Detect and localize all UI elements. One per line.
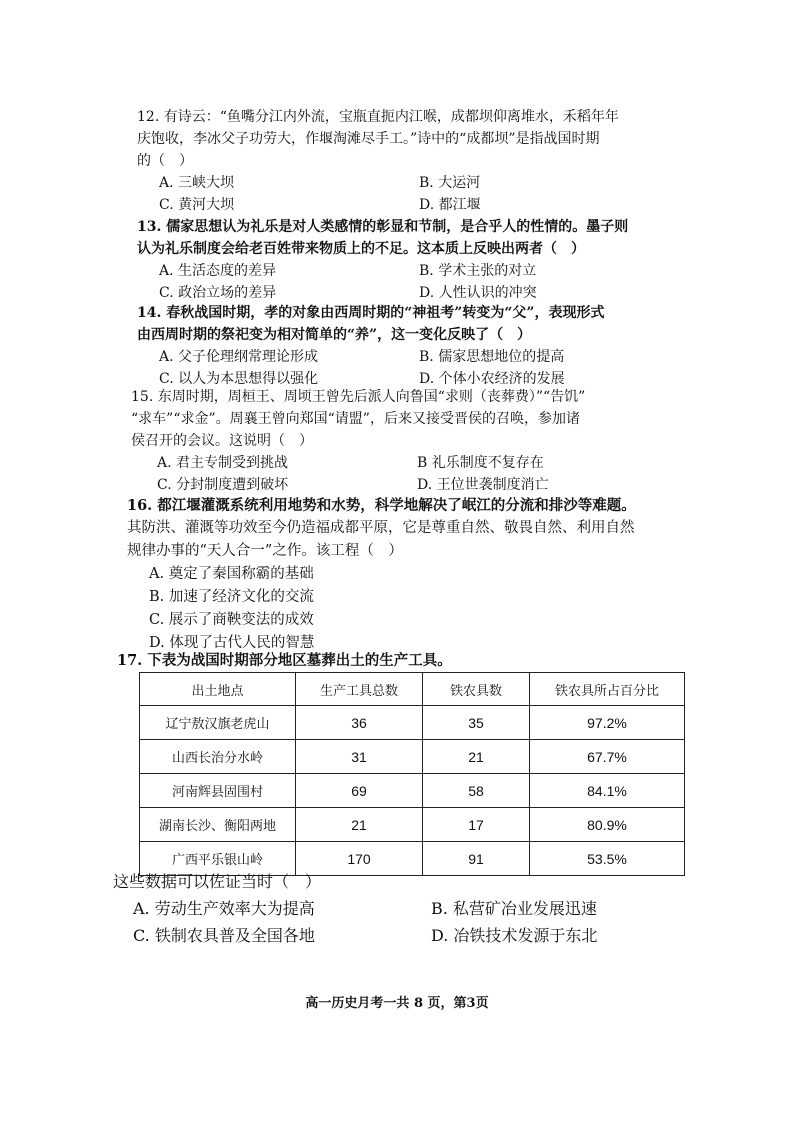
question-16 [127,494,636,655]
option-b[interactable]: B 礼乐制度不复存在 [417,455,544,471]
question-12-stem [137,106,619,172]
question-16-line: 规律办事的“天人合一”之作。该工程（ ） [127,543,403,559]
question-16-line: 其防洪、灌溉等功效至今仍造福成都平原，它是尊重自然、敬畏自然、利用自然 [127,520,635,536]
option-a[interactable]: A. 君主专制受到挑战 [157,455,289,471]
table-header-cell: 铁农具所占百分比 [530,673,685,706]
question-15-line: “求车”“求金”。周襄王曾向郑国“请盟”，后来又接受晋侯的召唤，参加诸 [131,411,580,427]
table-cell-percent: 84.1% [530,774,685,808]
option-b[interactable]: B. 学术主张的对立 [419,263,537,279]
table-header-cell: 生产工具总数 [296,673,423,706]
question-12 [137,106,619,216]
table-row [140,706,685,740]
option-b[interactable]: B. 大运河 [419,175,481,191]
table-cell-percent: 53.5% [530,842,685,876]
option-b[interactable]: B. 儒家思想地位的提高 [419,349,565,365]
option-c[interactable]: C. 黄河大坝 [159,197,235,213]
question-14 [137,302,604,390]
option-c[interactable]: C. 政治立场的差异 [159,285,277,301]
question-13-options-row [137,282,628,304]
table-cell-total: 21 [296,808,423,842]
question-17-options-row [113,895,597,922]
question-15-stem [131,386,585,452]
table-cell-total: 36 [296,706,423,740]
question-14-line: 由西周时期的祭祀变为相对简单的“养”，这一变化反映了（ ） [137,327,532,343]
question-15 [131,386,585,496]
question-15-line: 15. 东周时期，周桓王、周顷王曾先后派人向鲁国“求则（丧葬费）”“告饥” [131,389,586,405]
table-cell-total: 69 [296,774,423,808]
table-cell-location: 辽宁敖汉旗老虎山 [140,706,296,740]
table-cell-iron: 21 [423,740,530,774]
option-b[interactable]: B. 加速了经济文化的交流 [149,589,314,605]
table-cell-location: 河南辉县固围村 [140,774,296,808]
table-row [140,808,685,842]
table-cell-location: 广西平乐银山岭 [140,842,296,876]
option-c[interactable]: C. 展示了商鞅变法的成效 [149,612,314,628]
option-d[interactable]: D. 冶铁技术发源于东北 [431,926,598,945]
option-b[interactable]: B. 私营矿冶业发展迅速 [431,899,597,918]
option-a[interactable]: A. 父子伦理纲常理论形成 [159,349,319,365]
table-cell-total: 170 [296,842,423,876]
table-cell-location: 湖南长沙、衡阳两地 [140,808,296,842]
question-13-line: 认为礼乐制度会给老百姓带来物质上的不足。这本质上反映出两者（ ） [137,241,585,257]
option-a[interactable]: A. 奠定了秦国称霸的基础 [149,566,314,582]
table-cell-iron: 58 [423,774,530,808]
table-cell-iron: 17 [423,808,530,842]
question-14-options-row [137,346,604,368]
question-15-line: 侯召开的会议。这说明（ ） [131,433,313,449]
question-15-options-row [131,452,585,474]
table-cell-location: 山西长治分水岭 [140,740,296,774]
question-12-options-row [137,194,619,216]
question-17-options-row [113,922,597,949]
question-12-line: 庆饱收，李冰父子功劳大，作堰淘滩尽手工。”诗中的“成都坝”是指战国时期 [137,131,600,147]
option-d[interactable]: D. 都江堰 [419,197,481,213]
option-c[interactable]: C. 分封制度遭到破坏 [157,477,289,493]
question-14-line: 14. 春秋战国时期，孝的对象由西周时期的“神祖考”转变为“父”，表现形式 [137,305,605,321]
question-12-line: 12. 有诗云：“鱼嘴分江内外流，宝瓶直扼内江喉，成都坝仰离堆水，禾稻年年 [137,109,619,125]
question-16-line: 16. 都江堰灌溉系统利用地势和水势，科学地解决了岷江的分流和排沙等难题。 [127,497,636,514]
question-16-options [127,563,636,655]
question-13 [137,216,628,304]
page-footer: 高一历史月考一共 8 页，第3页 [305,996,489,1011]
option-a[interactable]: A. 劳动生产效率大为提高 [133,899,315,918]
question-15-options-row [131,474,585,496]
table-cell-iron: 91 [423,842,530,876]
table-row [140,740,685,774]
option-c[interactable]: C. 以人为本思想得以强化 [159,371,319,387]
question-13-stem [137,216,628,260]
table-header-row [140,673,685,706]
question-13-options-row [137,260,628,282]
option-c[interactable]: C. 铁制农具普及全国各地 [133,926,315,945]
option-d[interactable]: D. 体现了古代人民的智慧 [149,635,315,651]
question-16-stem [127,494,636,563]
table-cell-percent: 67.7% [530,740,685,774]
option-d[interactable]: D. 王位世袭制度消亡 [417,477,549,493]
question-13-line: 13. 儒家思想认为礼乐是对人类感情的彰显和节制，是合乎人的性情的。墨子则 [137,219,629,235]
question-17-stem: 17. 下表为战国时期部分地区墓葬出土的生产工具。 [117,652,452,669]
table-header-cell: 出土地点 [140,673,296,706]
question-14-stem [137,302,604,346]
question-12-options-row [137,172,619,194]
question-12-line: 的（ ） [137,153,193,169]
option-d[interactable]: D. 个体小农经济的发展 [419,371,565,387]
table-row [140,774,685,808]
table-cell-iron: 35 [423,706,530,740]
option-a[interactable]: A. 三峡大坝 [159,175,235,191]
table-header-cell: 铁农具数 [423,673,530,706]
option-a[interactable]: A. 生活态度的差异 [159,263,277,279]
table-cell-total: 31 [296,740,423,774]
question-17-question: 这些数据可以佐证当时（ ） [113,872,322,891]
production-tools-table [139,672,685,876]
table-cell-percent: 97.2% [530,706,685,740]
table-cell-percent: 80.9% [530,808,685,842]
question-17-body [113,868,597,949]
option-d[interactable]: D. 人性认识的冲突 [419,285,537,301]
